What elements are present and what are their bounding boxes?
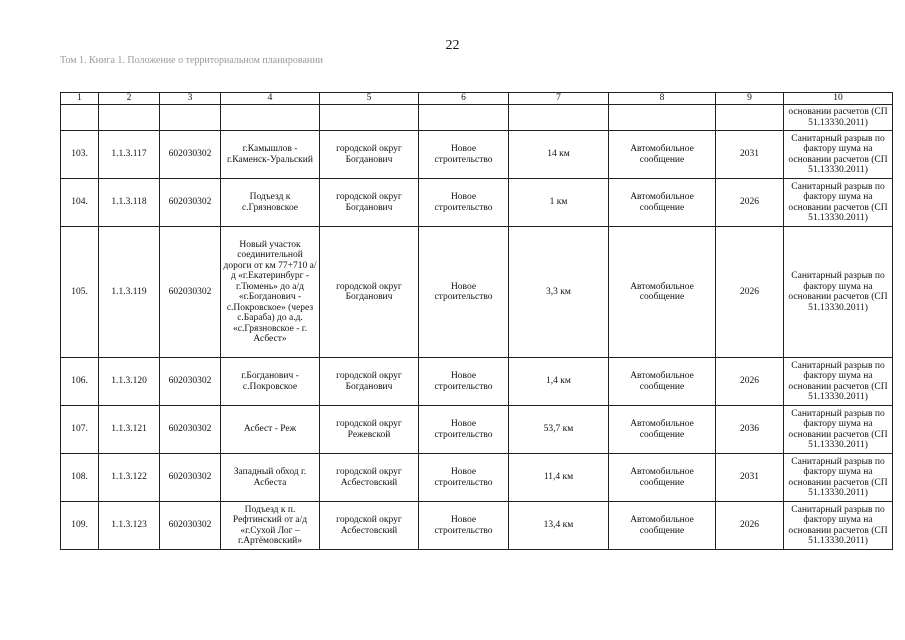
cell-name: Новый участок соединительной дороги от км 77+710 а/д «г.Екатеринбург - г.Тюмень» до а/д «г.Богданович - с.Покровское» (через с.Бараба) до а.д. «с.Грязновское - г. Асбест» (221, 227, 320, 358)
cell-number: 107. (61, 406, 99, 454)
cell-purpose: Автомобильное сообщение (609, 131, 716, 179)
cell-name: Западный обход г. Асбеста (221, 454, 320, 502)
cell-note: Санитарный разрыв по фактору шума на основании расчетов (СП 51.13330.2011) (784, 227, 893, 358)
cell-type-code: 602030302 (160, 131, 221, 179)
cell-type-code: 602030302 (160, 179, 221, 227)
cell-number: 106. (61, 358, 99, 406)
cell-note: Санитарный разрыв по фактору шума на основании расчетов (СП 51.13330.2011) (784, 358, 893, 406)
table-row (61, 454, 893, 502)
cell-location: городской округ Асбестовский (320, 454, 419, 502)
cell-note: Санитарный разрыв по фактору шума на основании расчетов (СП 51.13330.2011) (784, 454, 893, 502)
table-row (61, 406, 893, 454)
column-header: 5 (320, 93, 419, 105)
cell-type-code: 602030302 (160, 358, 221, 406)
cell-length: 53,7 км (509, 406, 609, 454)
cell-length: 3,3 км (509, 227, 609, 358)
table-body (61, 105, 893, 550)
cell-year: 2026 (716, 358, 784, 406)
cell-status: Новое строительство (419, 227, 509, 358)
cell-purpose: Автомобильное сообщение (609, 227, 716, 358)
cell-type-code: 602030302 (160, 406, 221, 454)
cell-type-code: 602030302 (160, 227, 221, 358)
cell-name: г.Богданович - с.Покровское (221, 358, 320, 406)
cell-code: 1.1.3.123 (99, 502, 160, 550)
cell-empty (221, 105, 320, 131)
cell-length: 1 км (509, 179, 609, 227)
cell-number: 105. (61, 227, 99, 358)
cell-length: 13,4 км (509, 502, 609, 550)
cell-location: городской округ Богданович (320, 227, 419, 358)
cell-length: 1,4 км (509, 358, 609, 406)
cell-status: Новое строительство (419, 179, 509, 227)
column-header: 6 (419, 93, 509, 105)
cell-note: Санитарный разрыв по фактору шума на основании расчетов (СП 51.13330.2011) (784, 131, 893, 179)
cell-purpose: Автомобильное сообщение (609, 179, 716, 227)
cell-status: Новое строительство (419, 502, 509, 550)
cell-empty (320, 105, 419, 131)
cell-code: 1.1.3.122 (99, 454, 160, 502)
cell-year: 2026 (716, 227, 784, 358)
cell-empty (160, 105, 221, 131)
cell-purpose: Автомобильное сообщение (609, 358, 716, 406)
cell-name: Подъезд к с.Грязновское (221, 179, 320, 227)
table-row (61, 179, 893, 227)
cell-code: 1.1.3.119 (99, 227, 160, 358)
cell-location: городской округ Богданович (320, 131, 419, 179)
cell-length: 11,4 км (509, 454, 609, 502)
cell-note: Санитарный разрыв по фактору шума на основании расчетов (СП 51.13330.2011) (784, 406, 893, 454)
header-row (61, 93, 893, 105)
cell-empty (509, 105, 609, 131)
column-header: 10 (784, 93, 893, 105)
cell-type-code: 602030302 (160, 454, 221, 502)
column-header: 9 (716, 93, 784, 105)
cell-year: 2031 (716, 131, 784, 179)
table-row (61, 358, 893, 406)
cell-name: г.Камышлов - г.Каменск-Уральский (221, 131, 320, 179)
cell-status: Новое строительство (419, 406, 509, 454)
running-header: Том 1. Книга 1. Положение о территориальном планировании (60, 55, 323, 66)
cell-location: городской округ Богданович (320, 358, 419, 406)
cell-status: Новое строительство (419, 454, 509, 502)
cell-code: 1.1.3.117 (99, 131, 160, 179)
cell-purpose: Автомобильное сообщение (609, 454, 716, 502)
cell-year: 2031 (716, 454, 784, 502)
cell-location: городской округ Асбестовский (320, 502, 419, 550)
column-header: 7 (509, 93, 609, 105)
table-header (61, 93, 893, 105)
page-number: 22 (445, 38, 460, 53)
cell-status: Новое строительство (419, 358, 509, 406)
cell-empty (61, 105, 99, 131)
cell-purpose: Автомобильное сообщение (609, 406, 716, 454)
cell-empty (99, 105, 160, 131)
column-header: 1 (61, 93, 99, 105)
column-header: 2 (99, 93, 160, 105)
column-header: 8 (609, 93, 716, 105)
cell-year: 2026 (716, 502, 784, 550)
cell-note: Санитарный разрыв по фактору шума на основании расчетов (СП 51.13330.2011) (784, 502, 893, 550)
table-row (61, 227, 893, 358)
cell-name: Асбест - Реж (221, 406, 320, 454)
cell-number: 109. (61, 502, 99, 550)
cell-empty (419, 105, 509, 131)
cell-year: 2026 (716, 179, 784, 227)
cell-type-code: 602030302 (160, 502, 221, 550)
table-row-continued (61, 105, 893, 131)
cell-year: 2036 (716, 406, 784, 454)
cell-code: 1.1.3.120 (99, 358, 160, 406)
cell-number: 104. (61, 179, 99, 227)
cell-name: Подъезд к п. Рефтинский от а/д «г.Сухой Лог – г.Артёмовский» (221, 502, 320, 550)
table-row (61, 131, 893, 179)
cell-code: 1.1.3.121 (99, 406, 160, 454)
cell-empty (609, 105, 716, 131)
cell-number: 108. (61, 454, 99, 502)
cell-length: 14 км (509, 131, 609, 179)
cell-purpose: Автомобильное сообщение (609, 502, 716, 550)
cell-number: 103. (61, 131, 99, 179)
table-row (61, 502, 893, 550)
cell-note: Санитарный разрыв по фактору шума на основании расчетов (СП 51.13330.2011) (784, 179, 893, 227)
column-header: 4 (221, 93, 320, 105)
cell-code: 1.1.3.118 (99, 179, 160, 227)
column-header: 3 (160, 93, 221, 105)
cell-note: основании расчетов (СП 51.13330.2011) (784, 105, 893, 131)
cell-location: городской округ Режевской (320, 406, 419, 454)
objects-table (60, 92, 893, 550)
cell-location: городской округ Богданович (320, 179, 419, 227)
cell-status: Новое строительство (419, 131, 509, 179)
cell-empty (716, 105, 784, 131)
